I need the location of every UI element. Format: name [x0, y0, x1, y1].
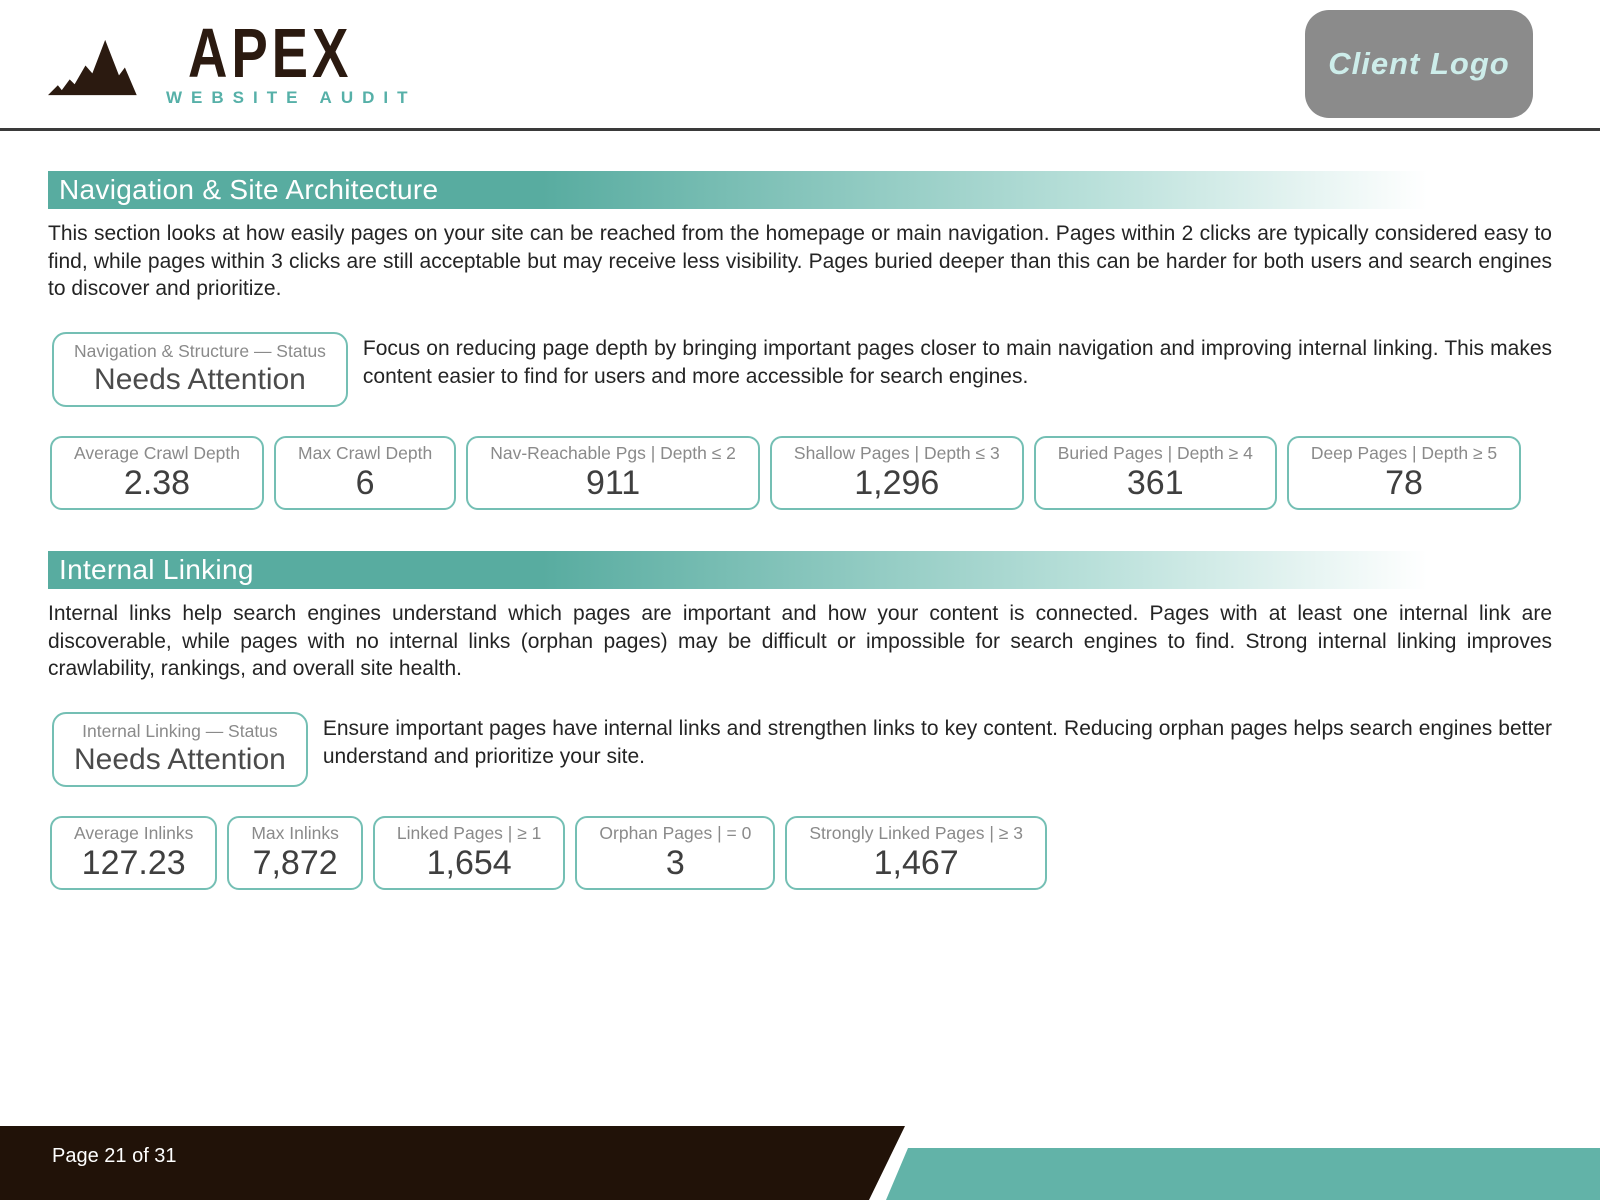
section-description: Internal links help search engines understand which pages are important and how your content is connected. Pages with at least one internal link are discoverable, while pages with no internal links (orphan pages) may be difficult or impossible for search engines to find. Strong internal linking improves crawlability, rankings, and overall site health. — [48, 602, 1552, 680]
brand-tagline: WEBSITE AUDIT — [166, 88, 417, 107]
status-box — [52, 332, 348, 407]
metric-label: Deep Pages | Depth ≥ 5 — [1310, 442, 1498, 463]
section-navigation-architecture — [48, 171, 1552, 510]
recommendation-text: Focus on reducing page depth by bringing important pages closer to main navigation and improving internal linking. This makes content easier to find for users and more accessible for search engines. — [362, 336, 1552, 388]
status-label: Navigation & Structure — Status — [74, 340, 326, 361]
metric-card-orphan-pages — [575, 816, 775, 890]
metric-label: Max Crawl Depth — [298, 442, 433, 463]
metric-label: Orphan Pages | = 0 — [599, 822, 752, 843]
metric-card-strongly-linked-pages — [785, 816, 1047, 890]
status-value: Needs Attention — [74, 742, 286, 776]
metric-card-max-inlinks — [227, 816, 363, 890]
logo-text — [166, 14, 417, 108]
header-divider — [0, 128, 1600, 131]
section-description: This section looks at how easily pages on your site can be reached from the homepage or main navigation. Pages within 2 clicks are typically considered easy to find, while pages within 3 clicks are still acceptable but may receive less visibility. Pages buried deeper than this can be harder for both users and search engines to discover and prioritize. — [48, 222, 1552, 300]
metric-card-deep-pages — [1287, 436, 1521, 510]
metric-card-shallow-pages — [770, 436, 1024, 510]
metric-label: Strongly Linked Pages | ≥ 3 — [809, 822, 1023, 843]
status-row — [52, 332, 1552, 407]
apex-logo — [48, 16, 416, 108]
report-header — [0, 0, 1600, 128]
metric-card-buried-pages — [1034, 436, 1277, 510]
metric-card-nav-reachable-pages — [466, 436, 760, 510]
status-box — [52, 712, 308, 787]
client-logo-label: Client Logo — [1328, 46, 1510, 81]
metric-card-average-crawl-depth — [50, 436, 264, 510]
recommendation-text: Ensure important pages have internal links and strengthen links to key content. Reducing orphan pages helps search engines better understand and prioritize your site. — [322, 716, 1552, 768]
page-number: Page 21 of 31 — [52, 1145, 177, 1167]
metric-card-max-crawl-depth — [274, 436, 456, 510]
metric-value: 361 — [1126, 463, 1184, 502]
metric-label: Nav-Reachable Pgs | Depth ≤ 2 — [490, 442, 736, 463]
metric-value: 7,872 — [252, 843, 338, 882]
section-title: Internal Linking — [59, 554, 254, 585]
metric-value: 78 — [1385, 463, 1423, 502]
metric-value: 6 — [355, 463, 375, 502]
metric-value: 911 — [585, 463, 641, 502]
status-row — [52, 712, 1552, 787]
metric-label: Average Inlinks — [74, 822, 194, 843]
metric-value: 2.38 — [123, 463, 191, 502]
section-title-bar — [48, 171, 1500, 209]
status-label: Internal Linking — Status — [82, 720, 278, 741]
metric-label: Shallow Pages | Depth ≤ 3 — [793, 442, 1000, 463]
metric-card-linked-pages — [373, 816, 566, 890]
section-title: Navigation & Site Architecture — [59, 174, 439, 205]
client-logo-placeholder — [1305, 10, 1533, 118]
section-title-bar — [48, 551, 1500, 589]
metric-label: Buried Pages | Depth ≥ 4 — [1057, 442, 1253, 463]
metric-value: 3 — [665, 843, 685, 882]
section-internal-linking — [48, 551, 1552, 890]
metric-value: 1,467 — [873, 843, 959, 882]
metric-value: 1,654 — [426, 843, 512, 882]
metrics-row — [50, 436, 1552, 510]
status-value: Needs Attention — [94, 362, 306, 396]
metrics-row — [50, 816, 1552, 890]
metric-value: 127.23 — [81, 843, 186, 882]
metric-label: Linked Pages | ≥ 1 — [396, 822, 542, 843]
metric-value: 1,296 — [854, 463, 940, 502]
metric-card-average-inlinks — [50, 816, 217, 890]
brand-name: APEX — [188, 14, 353, 92]
metric-label: Average Crawl Depth — [74, 442, 241, 463]
metric-label: Max Inlinks — [251, 822, 339, 843]
